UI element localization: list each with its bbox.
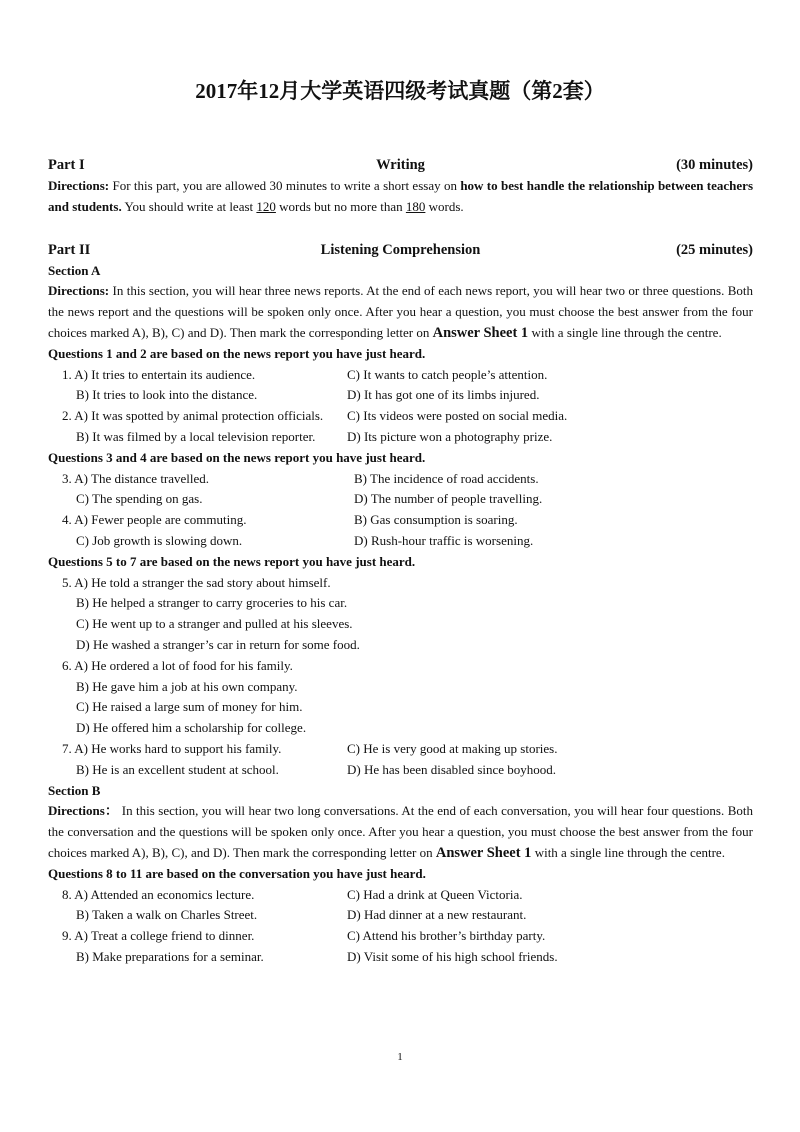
page-title: 2017年12月大学英语四级考试真题（第2套）	[195, 79, 605, 103]
group-header: Questions 1 and 2 are based on the news report you have just heard.	[48, 345, 426, 361]
question-row	[48, 406, 753, 427]
part1-title: Writing	[376, 157, 425, 173]
option: C) Job growth is slowing down.	[76, 532, 243, 548]
directions-label: Directions:	[48, 178, 110, 193]
group-header: Questions 3 and 4 are based on the news report you have just heard.	[48, 449, 426, 465]
question-row	[48, 385, 753, 406]
exam-content	[48, 154, 753, 968]
max-words: 180	[405, 198, 426, 214]
option: 8. A) Attended an economics lecture.	[62, 886, 255, 902]
option: C) Had a drink at Queen Victoria.	[347, 886, 523, 902]
option: C) He is very good at making up stories.	[347, 740, 558, 756]
option: C) He raised a large sum of money for him.	[76, 699, 303, 715]
option: D) Visit some of his high school friends.	[347, 948, 558, 964]
section-a-label: Section A	[48, 262, 101, 278]
option: C) The spending on gas.	[76, 491, 203, 507]
question-row	[48, 760, 753, 781]
part1-header	[48, 154, 753, 176]
section-a-directions: Directions: In this section, you will hear three news reports. At the end of each news report, you will hear two or three questions. Both the news report and the questions will be spoken only once. After you hear a question, you must choose the best answer from the four choices marked A), B), C) and D). Then mark the corresponding letter on Answer Sheet 1 with a single line through the centre.	[48, 283, 753, 341]
question-row	[48, 947, 753, 968]
option: B) The incidence of road accidents.	[354, 470, 539, 486]
question-row	[48, 926, 753, 947]
section-b-directions: Directions： In this section, you will hear two long conversations. At the end of each conversation, you will hear four questions. Both the conversation and the questions will be spoken only once. After you hear a question, you must choose the best answer from the four choices marked A), B), C), and D). Then mark the corresponding letter on Answer Sheet 1 with a single line through the centre.	[48, 803, 753, 861]
section-b-label: Section B	[48, 782, 101, 798]
option: C) Attend his brother’s birthday party.	[347, 928, 546, 944]
part1-time: (30 minutes)	[676, 157, 753, 173]
option: 4. A) Fewer people are commuting.	[62, 512, 247, 528]
answer-sheet-ref: Answer Sheet 1	[432, 324, 529, 341]
option: 3. A) The distance travelled.	[62, 470, 210, 486]
option: D) The number of people travelling.	[354, 491, 543, 507]
option: B) He gave him a job at his own company.	[76, 678, 298, 694]
option: B) Taken a walk on Charles Street.	[76, 907, 258, 923]
option: 1. A) It tries to entertain its audience.	[62, 366, 256, 382]
part2-header	[48, 239, 753, 261]
option: C) Its videos were posted on social media.	[347, 408, 568, 424]
option: B) Make preparations for a seminar.	[76, 948, 264, 964]
part2-number: Part II	[48, 241, 91, 258]
question-row	[48, 885, 753, 906]
page-number: 1	[397, 1051, 403, 1063]
option: 7. A) He works hard to support his family.	[62, 740, 282, 756]
option: D) He washed a stranger’s car in return for some food.	[76, 636, 360, 652]
option: 9. A) Treat a college friend to dinner.	[62, 928, 255, 944]
group-header: Questions 8 to 11 are based on the conversation you have just heard.	[48, 865, 426, 881]
part1-number: Part I	[48, 157, 85, 173]
question-row	[48, 905, 753, 926]
question-row	[48, 469, 753, 490]
option: D) Had dinner at a new restaurant.	[347, 907, 527, 923]
option: 2. A) It was spotted by animal protection officials.	[62, 408, 324, 424]
part2-title: Listening Comprehension	[320, 241, 481, 258]
part1-directions: Directions: For this part, you are allowed 30 minutes to write a short essay on how to best handle the relationship between teachers and students. You should write at least 120 words but no more than 180 words.	[48, 178, 754, 214]
question-row	[48, 365, 753, 386]
min-words: 120	[256, 198, 276, 214]
question-row	[48, 739, 753, 760]
option: B) He is an excellent student at school.	[76, 761, 279, 777]
option: D) He offered him a scholarship for college.	[76, 720, 307, 736]
option: D) He has been disabled since boyhood.	[347, 761, 557, 777]
option: B) It tries to look into the distance.	[76, 387, 258, 403]
option: 5. A) He told a stranger the sad story about himself.	[62, 574, 331, 590]
answer-sheet-ref: Answer Sheet 1	[435, 844, 532, 861]
group-header: Questions 5 to 7 are based on the news report you have just heard.	[48, 553, 416, 569]
question-row	[48, 510, 753, 531]
option: D) Its picture won a photography prize.	[347, 428, 553, 444]
essay-topic: how to best handle the relationship between teachers and students.	[48, 178, 754, 214]
option: C) It wants to catch people’s attention.	[347, 366, 548, 382]
option: D) It has got one of its limbs injured.	[347, 387, 540, 403]
option: B) He helped a stranger to carry groceries to his car.	[76, 595, 348, 611]
option: D) Rush-hour traffic is worsening.	[354, 532, 534, 548]
option: C) He went up to a stranger and pulled at his sleeves.	[76, 616, 353, 632]
option: B) Gas consumption is soaring.	[354, 512, 518, 528]
question-row	[48, 489, 753, 510]
option: 6. A) He ordered a lot of food for his family.	[62, 657, 293, 673]
part2-time: (25 minutes)	[676, 241, 753, 258]
question-row	[48, 531, 753, 552]
option: B) It was filmed by a local television reporter.	[76, 428, 316, 444]
question-row	[48, 427, 753, 448]
